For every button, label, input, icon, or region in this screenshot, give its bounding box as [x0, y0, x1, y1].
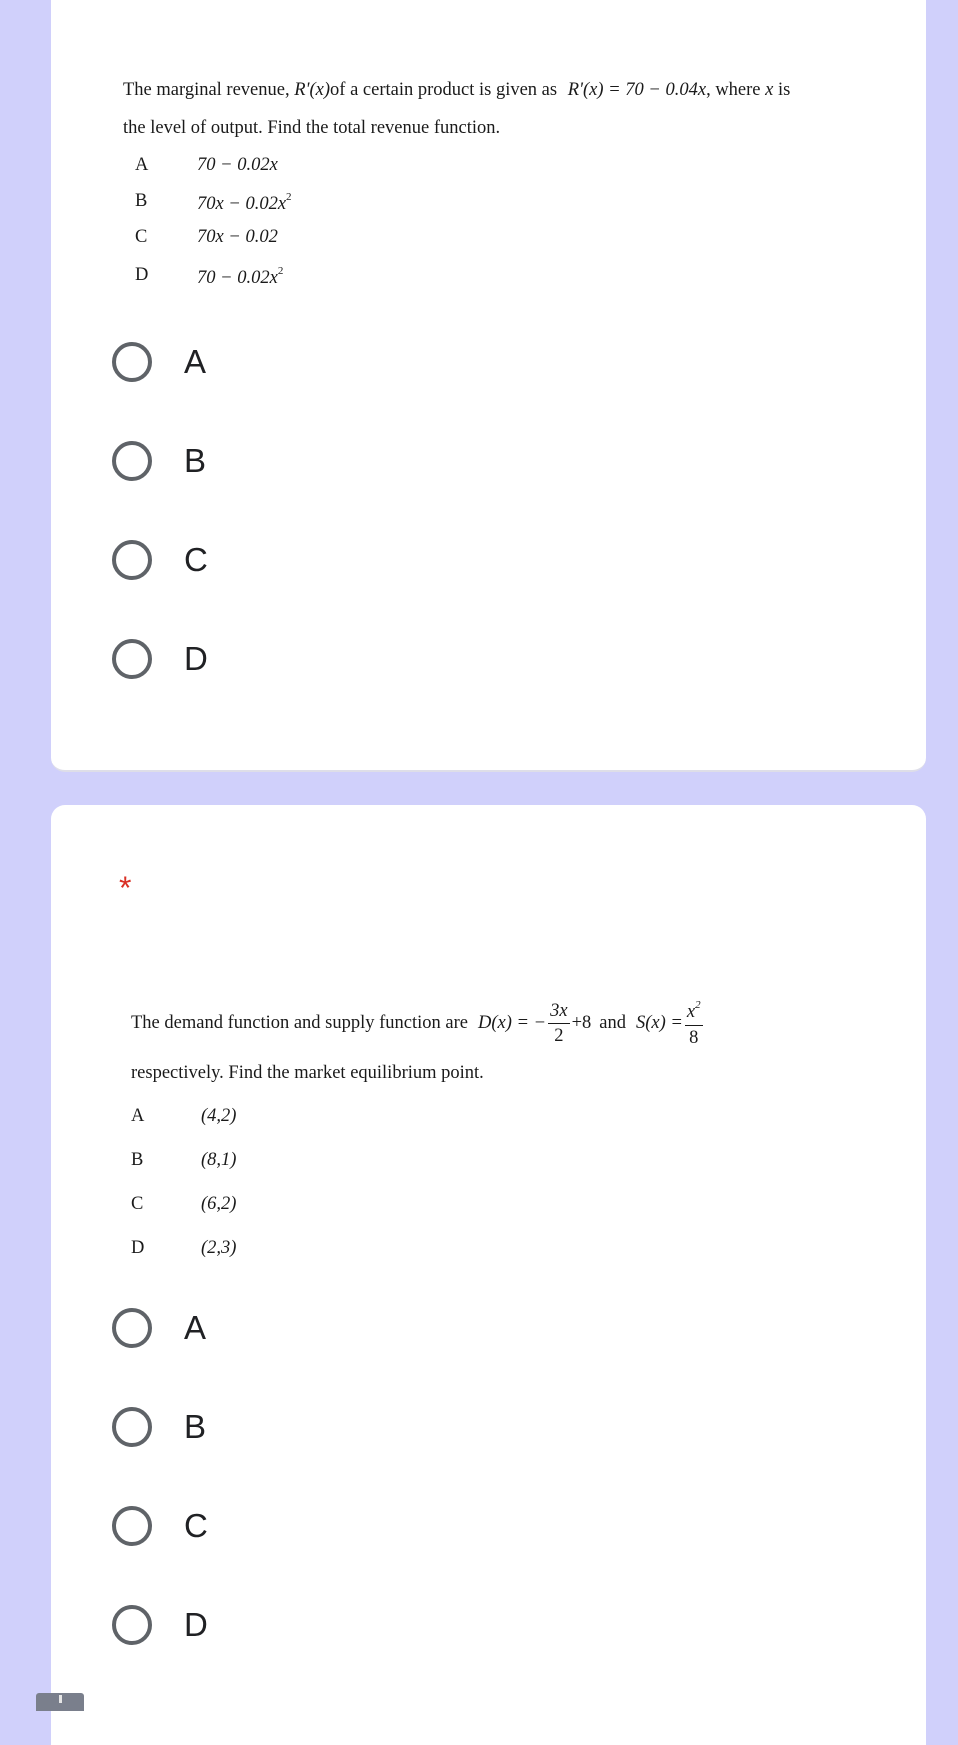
- q1-radio-a[interactable]: A: [112, 337, 412, 387]
- q2-radio-b[interactable]: B: [112, 1402, 412, 1452]
- radio-circle-icon[interactable]: [112, 1407, 152, 1447]
- option-value: (8,1): [201, 1150, 237, 1170]
- option-letter: A: [135, 155, 149, 175]
- option-value: (2,3): [201, 1238, 237, 1258]
- q1-radio-b[interactable]: B: [112, 436, 412, 486]
- option-value: (6,2): [201, 1194, 237, 1214]
- option-value: 70x − 0.02: [197, 227, 278, 247]
- option-value: 70 − 0.02x: [197, 155, 278, 175]
- q1-text-line1: The marginal revenue, R'(x)of a certain product is given as R'(x) = 70 − 0.04x, where x is: [123, 80, 791, 100]
- radio-circle-icon[interactable]: [112, 639, 152, 679]
- q1-radio-d[interactable]: D: [112, 634, 412, 684]
- supply-fraction: $\frac{x^2}{8}$: [686, 999, 701, 1048]
- option-letter: C: [135, 227, 148, 247]
- option-value: $70 - 0.02x^2$: [197, 265, 284, 288]
- option-letter: C: [131, 1194, 144, 1214]
- q2-radio-a[interactable]: A: [112, 1303, 412, 1353]
- option-letter: B: [131, 1150, 144, 1170]
- q2-text-line1: The demand function and supply function are D(x) = − $\frac{3x}{2}$ +8 and S(x) = $\frac{x^2}{8}$: [131, 999, 701, 1048]
- scroll-handle[interactable]: [36, 1693, 84, 1711]
- q1-text-line2: the level of output. Find the total revenue function.: [123, 118, 501, 138]
- radio-circle-icon[interactable]: [112, 1605, 152, 1645]
- demand-fraction: $\frac{3x}{2}$: [550, 1000, 568, 1046]
- option-letter: B: [135, 191, 148, 211]
- radio-circle-icon[interactable]: [112, 1506, 152, 1546]
- option-value: $70x - 0.02x^2$: [197, 191, 292, 214]
- option-letter: A: [131, 1106, 145, 1126]
- option-letter: D: [135, 265, 149, 285]
- q2-radio-c[interactable]: C: [112, 1501, 412, 1551]
- option-letter: D: [131, 1238, 145, 1258]
- radio-circle-icon[interactable]: [112, 342, 152, 382]
- q2-text-line2: respectively. Find the market equilibrium point.: [131, 1063, 484, 1083]
- option-value: (4,2): [201, 1106, 237, 1126]
- radio-circle-icon[interactable]: [112, 441, 152, 481]
- radio-circle-icon[interactable]: [112, 1308, 152, 1348]
- q1-radio-c[interactable]: C: [112, 535, 412, 585]
- q2-radio-d[interactable]: D: [112, 1600, 412, 1650]
- required-asterisk: *: [119, 870, 132, 906]
- radio-circle-icon[interactable]: [112, 540, 152, 580]
